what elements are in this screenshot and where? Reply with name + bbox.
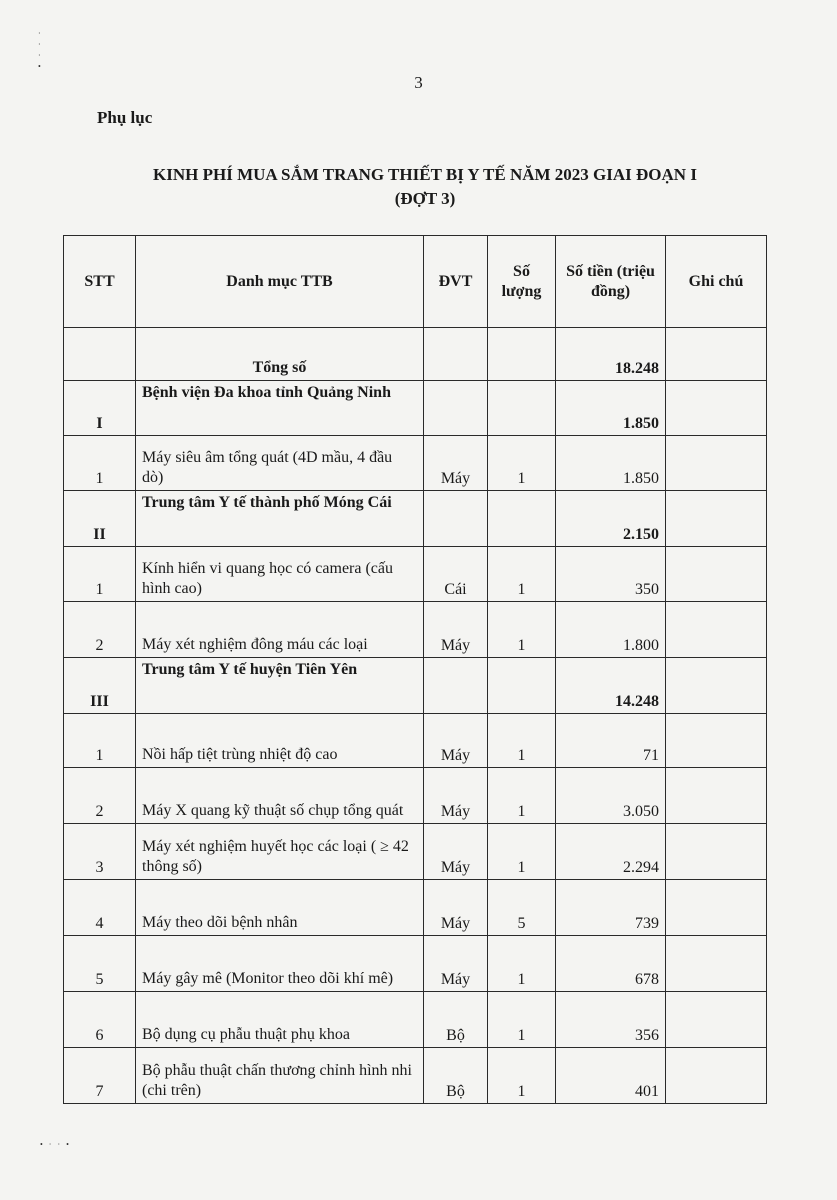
total-row [64,328,767,381]
item-unit: Bộ [424,1048,488,1104]
item-name: Máy theo dõi bệnh nhân [136,880,424,936]
section-name: Trung tâm Y tế huyện Tiên Yên [136,658,424,714]
item-unit: Bộ [424,992,488,1048]
title-line-2: (ĐỢT 3) [394,189,456,208]
header-name: Danh mục TTB [136,236,424,328]
item-qty: 1 [488,992,556,1048]
total-stt [64,328,136,381]
item-stt: 1 [64,547,136,602]
item-amount: 3.050 [556,768,666,824]
total-note [666,328,767,381]
section-amount: 14.248 [556,658,666,714]
equipment-table [63,235,767,1104]
item-qty: 1 [488,936,556,992]
header-note: Ghi chú [666,236,767,328]
item-qty: 1 [488,1048,556,1104]
item-stt: 2 [64,602,136,658]
table-row [64,602,767,658]
item-amount: 401 [556,1048,666,1104]
item-stt: 3 [64,824,136,880]
table-row [64,547,767,602]
item-unit: Cái [424,547,488,602]
section-stt: I [64,381,136,436]
item-qty: 5 [488,880,556,936]
item-unit: Máy [424,768,488,824]
item-qty: 1 [488,768,556,824]
item-name: Bộ dụng cụ phẫu thuật phụ khoa [136,992,424,1048]
item-stt: 1 [64,714,136,768]
item-stt: 1 [64,436,136,491]
item-note [666,602,767,658]
item-stt: 6 [64,992,136,1048]
table-row [64,936,767,992]
item-qty: 1 [488,824,556,880]
title-line-1: KINH PHÍ MUA SẮM TRANG THIẾT BỊ Y TẾ NĂM 2023 GIAI ĐOẠN I [153,165,697,184]
item-unit: Máy [424,824,488,880]
section-stt: III [64,658,136,714]
item-unit: Máy [424,880,488,936]
item-amount: 1.850 [556,436,666,491]
table-row [64,714,767,768]
item-note [666,992,767,1048]
header-stt: STT [64,236,136,328]
item-name: Máy siêu âm tổng quát (4D mầu, 4 đầu dò) [136,436,424,491]
item-note [666,547,767,602]
item-amount: 678 [556,936,666,992]
total-label: Tổng số [136,328,424,381]
header-amount: Số tiền (triệu đồng) [556,236,666,328]
item-unit: Máy [424,436,488,491]
item-name: Bộ phẫu thuật chấn thương chỉnh hình nhi (chi trên) [136,1048,424,1104]
section-qty [488,381,556,436]
item-stt: 7 [64,1048,136,1104]
section-qty [488,658,556,714]
item-qty: 1 [488,547,556,602]
item-stt: 5 [64,936,136,992]
item-unit: Máy [424,936,488,992]
item-name: Nồi hấp tiệt trùng nhiệt độ cao [136,714,424,768]
section-row [64,381,767,436]
item-amount: 356 [556,992,666,1048]
item-name: Kính hiển vi quang học có camera (cấu hình cao) [136,547,424,602]
item-note [666,436,767,491]
page-number: 3 [414,73,423,92]
item-stt: 2 [64,768,136,824]
section-unit [424,658,488,714]
table-row [64,768,767,824]
scan-specks-bottom: •··• [40,1140,75,1149]
section-amount: 1.850 [556,381,666,436]
total-qty [488,328,556,381]
section-note [666,658,767,714]
scan-specks-top: · · · • [38,29,41,71]
table-header-row [64,236,767,328]
item-unit: Máy [424,602,488,658]
section-stt: II [64,491,136,547]
table-row [64,992,767,1048]
header-unit: ĐVT [424,236,488,328]
appendix-label: Phụ lục [97,108,153,127]
table-row [64,824,767,880]
item-note [666,1048,767,1104]
section-name: Trung tâm Y tế thành phố Móng Cái [136,491,424,547]
table-row [64,880,767,936]
item-qty: 1 [488,714,556,768]
item-note [666,936,767,992]
document-title [60,163,790,211]
item-amount: 71 [556,714,666,768]
section-row [64,491,767,547]
item-qty: 1 [488,602,556,658]
item-note [666,880,767,936]
item-amount: 350 [556,547,666,602]
item-note [666,768,767,824]
item-name: Máy X quang kỹ thuật số chụp tổng quát [136,768,424,824]
table-row [64,436,767,491]
table-body [64,328,767,1104]
item-qty: 1 [488,436,556,491]
section-unit [424,381,488,436]
header-qty: Số lượng [488,236,556,328]
item-note [666,714,767,768]
item-name: Máy xét nghiệm huyết học các loại ( ≥ 42 thông số) [136,824,424,880]
section-row [64,658,767,714]
item-amount: 2.294 [556,824,666,880]
item-name: Máy xét nghiệm đông máu các loại [136,602,424,658]
total-amount: 18.248 [556,328,666,381]
item-amount: 1.800 [556,602,666,658]
item-note [666,824,767,880]
total-unit [424,328,488,381]
item-stt: 4 [64,880,136,936]
section-amount: 2.150 [556,491,666,547]
section-qty [488,491,556,547]
section-note [666,491,767,547]
section-note [666,381,767,436]
item-name: Máy gây mê (Monitor theo dõi khí mê) [136,936,424,992]
table-row [64,1048,767,1104]
item-unit: Máy [424,714,488,768]
section-name: Bệnh viện Đa khoa tỉnh Quảng Ninh [136,381,424,436]
item-amount: 739 [556,880,666,936]
section-unit [424,491,488,547]
